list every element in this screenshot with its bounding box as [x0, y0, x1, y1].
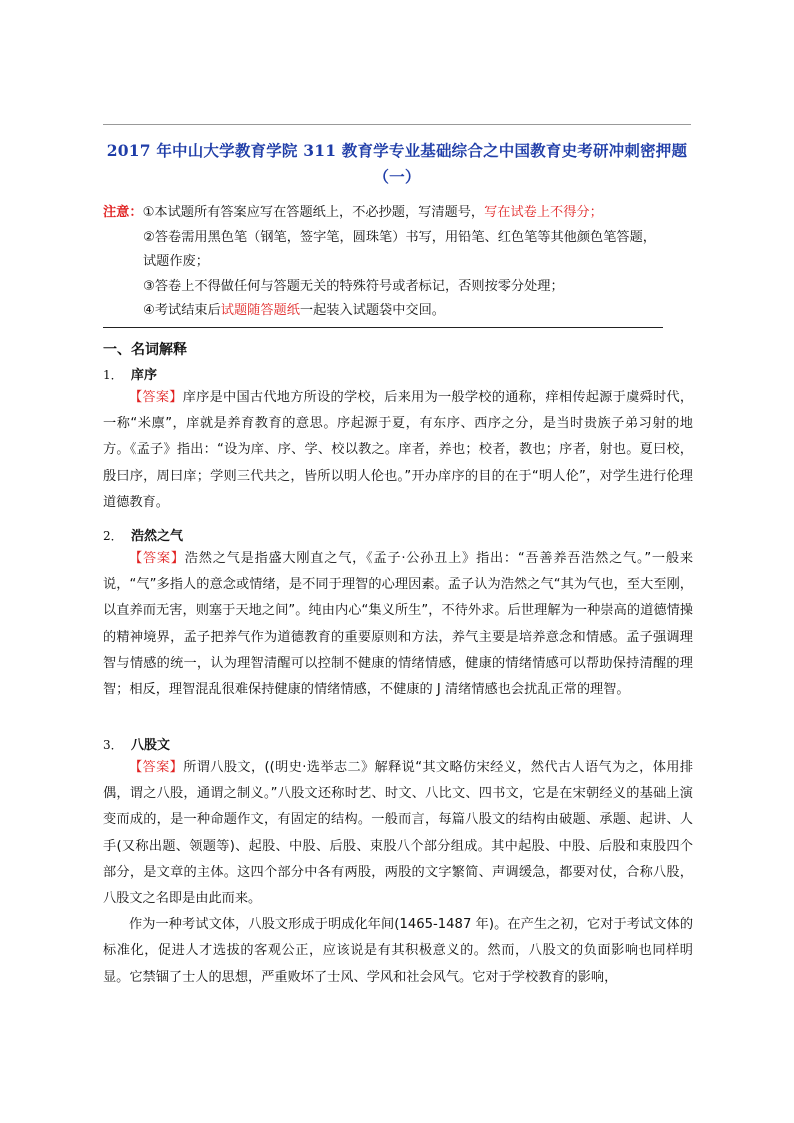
answer-tag: 【答案】 [129, 390, 183, 405]
question-1-answer [103, 385, 693, 516]
answer-tag: 【答案】 [129, 551, 185, 566]
header-rule [103, 124, 691, 125]
notice-block [103, 201, 697, 324]
question-1-heading [103, 364, 157, 387]
notice-item-3: ③答卷上不得做任何与答题无关的特殊符号或者标记，否则按零分处理； [143, 278, 564, 294]
section-heading: 一、名词解释 [103, 342, 187, 358]
notice-warning: 写在试卷上不得分； [484, 205, 603, 220]
question-2-heading [103, 525, 183, 548]
question-3-heading [103, 734, 170, 757]
question-number: 2． [103, 529, 123, 543]
answer-text: 所谓八股文，((明史·选举志二》解释说“其文略仿宋经义，然代古人语气为之，体用排偶，谓之八股，通谓之制义。”八股文还称时艺、时文、八比文、四书文，它是在宋朝经义的基础上演变而成的，是一种命题作文，有固定的结构。一般而言，每篇八股文的结构由破题、承题、起讲、人手(又称出题、领题等)、起股、中股、后股、束股八个部分组成。其中起股、中股、后股和束股四个部分，是文章的主体。这四个部分中各有两股，两股的文字繁简、声调缓急，都要对仗，合称八股，八股文之名即是由此而来。 [103, 760, 694, 907]
notice-item-2: ②答卷需用黑色笔（钢笔，签字笔，圆珠笔）书写，用铅笔、红色笔等其他颜色笔答题， [143, 229, 656, 245]
question-number: 3． [103, 738, 123, 752]
question-2-answer [103, 546, 693, 703]
title-line-2: （一） [373, 167, 421, 186]
notice-item-4: ④考试结束后试题随答题纸一起装入试题袋中交回。 [143, 303, 445, 318]
answer-tag: 【答案】 [129, 760, 184, 775]
notice-item-1: 注意：①本试题所有答案应写在答题纸上，不必抄题，写清题号，写在试卷上不得分； [103, 205, 603, 220]
document-title [100, 138, 694, 190]
notice-item-2-cont: 试题作废； [143, 254, 209, 269]
answer-text: 庠序是中国古代地方所设的学校，后来用为一般学校的通称，痒相传起源于虞舜时代，一称“米廪”，庠就是养育教育的意思。序起源于夏，有东序、西序之分，是当时贵族子弟习射的地方。《孟子》指出：“设为庠、序、学、校以教之。庠者，养也；校者，教也；序者，射也。夏曰校，殷曰序，周曰庠；学则三代共之，皆所以明人伦也。”开办庠序的目的在于“明人伦”，对学生进行伦理道德教育。 [103, 390, 694, 510]
answer-text: 浩然之气是指盛大刚直之气，《孟子·公孙丑上》指出：“吾善养吾浩然之气。”一般来说，“气”多指人的意念或情绪，是不同于理智的心理因素。孟子认为浩然之气“其为气也，至大至刚，以直养而无害，则塞于天地之间”。纯由内心“集义所生”，不待外求。后世理解为一种崇高的道德情操的精神境界，孟子把养气作为道德教育的重要原则和方法，养气主要是培养意念和情感。孟子强调理智与情感的统一，认为理智清醒可以控制不健康的情绪情感，健康的情绪情感可以帮助保持清醒的理智；相反，理智混乱很难保持健康的情绪情感，不健康的 J 清绪情感也会扰乱正常的理智。 [103, 551, 694, 698]
question-number: 1． [103, 368, 123, 382]
notice-divider [103, 327, 663, 328]
answer-text-continued: 作为一种考试文体，八股文形成于明成化年间(1465-1487 年)。在产生之初，它对于考试文体的标准化，促进人才选拔的客观公正，应该说是有其积极意义的。然而，八股文的负面影响也同样明显。它禁锢了士人的思想，严重败坏了士风、学风和社会风气。它对于学校教育的影响， [103, 917, 693, 985]
notice-label: 注意： [103, 205, 143, 220]
question-term: 浩然之气 [131, 529, 184, 544]
question-3-answer [103, 755, 693, 991]
question-term: 庠序 [131, 368, 158, 383]
question-term: 八股文 [131, 738, 171, 753]
title-line-1: 2017 年中山大学教育学院 311 教育学专业基础综合之中国教育史考研冲刺密押题 [106, 141, 688, 160]
